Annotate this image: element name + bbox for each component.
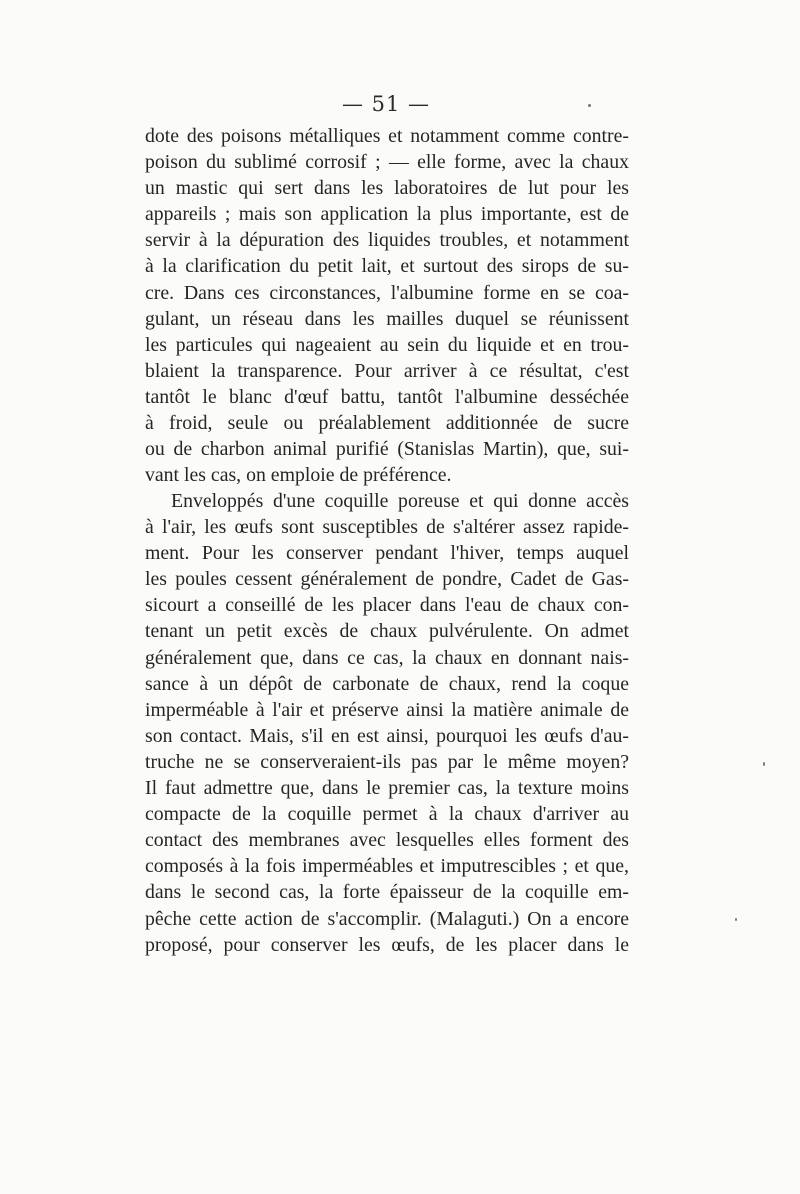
- text-line: dans le second cas, la forte épaisseur de la coquille em-: [145, 881, 629, 904]
- text-line: Il faut admettre que, dans le premier cas, la texture moins: [145, 777, 629, 800]
- text-line: composés à la fois imperméables et imputrescibles ; et que,: [145, 855, 629, 878]
- text-line: un mastic qui sert dans les laboratoires de lut pour les: [145, 177, 629, 200]
- text-line: gulant, un réseau dans les mailles duquel se réunissent: [145, 307, 629, 330]
- text-line: proposé, pour conserver les œufs, de les placer dans le: [145, 933, 629, 956]
- text-line: tantôt le blanc d'œuf battu, tantôt l'albumine desséchée: [145, 385, 629, 408]
- text-line: servir à la dépuration des liquides troubles, et notamment: [145, 229, 629, 252]
- paragraph-1: [145, 123, 629, 488]
- paragraph-2: [145, 488, 629, 958]
- text-line: sicourt a conseillé de les placer dans l'eau de chaux con-: [145, 594, 629, 617]
- text-line: blaient la transparence. Pour arriver à ce résultat, c'est: [145, 359, 629, 382]
- text-line: ou de charbon animal purifié (Stanislas Martin), que, sui-: [145, 438, 629, 461]
- text-line: tenant un petit excès de chaux pulvérulente. On admet: [145, 620, 629, 643]
- text-line: vant les cas, on emploie de préférence.: [145, 464, 452, 487]
- print-speck: [735, 918, 737, 921]
- text-line: contact des membranes avec lesquelles elles forment des: [145, 829, 629, 852]
- text-line: Enveloppés d'une coquille poreuse et qui donne accès: [171, 490, 629, 512]
- text-line: imperméable à l'air et préserve ainsi la matière animale de: [145, 698, 629, 721]
- text-line: cre. Dans ces circonstances, l'albumine forme en se coa-: [145, 281, 629, 304]
- text-line: les particules qui nageaient au sein du liquide et en trou-: [145, 333, 629, 356]
- text-line: dote des poisons métalliques et notamment comme contre-: [145, 125, 629, 147]
- text-line: sance à un dépôt de carbonate de chaux, rend la coque: [145, 672, 629, 695]
- print-speck: [588, 104, 591, 107]
- page-number: — 51 —: [341, 92, 431, 116]
- text-line: appareils ; mais son application la plus importante, est de: [145, 203, 629, 226]
- text-line: pêche cette action de s'accomplir. (Malaguti.) On a encore: [145, 907, 629, 930]
- print-speck: [763, 762, 765, 766]
- text-line: ment. Pour les conserver pendant l'hiver, temps auquel: [145, 542, 629, 565]
- text-line: les poules cessent généralement de pondre, Cadet de Gas-: [145, 568, 629, 591]
- text-line: généralement que, dans ce cas, la chaux en donnant nais-: [145, 646, 629, 669]
- text-line: son contact. Mais, s'il en est ainsi, pourquoi les œufs d'au-: [145, 724, 629, 747]
- text-line: truche ne se conserveraient-ils pas par le même moyen?: [145, 750, 629, 773]
- text-line: à l'air, les œufs sont susceptibles de s'altérer assez rapide-: [145, 516, 629, 539]
- text-line: à froid, seule ou préalablement additionnée de sucre: [145, 412, 629, 435]
- text-line: à la clarification du petit lait, et surtout des sirops de su-: [145, 255, 629, 278]
- text-line: compacte de la coquille permet à la chaux d'arriver au: [145, 803, 629, 826]
- text-line: poison du sublimé corrosif ; — elle forme, avec la chaux: [145, 151, 629, 174]
